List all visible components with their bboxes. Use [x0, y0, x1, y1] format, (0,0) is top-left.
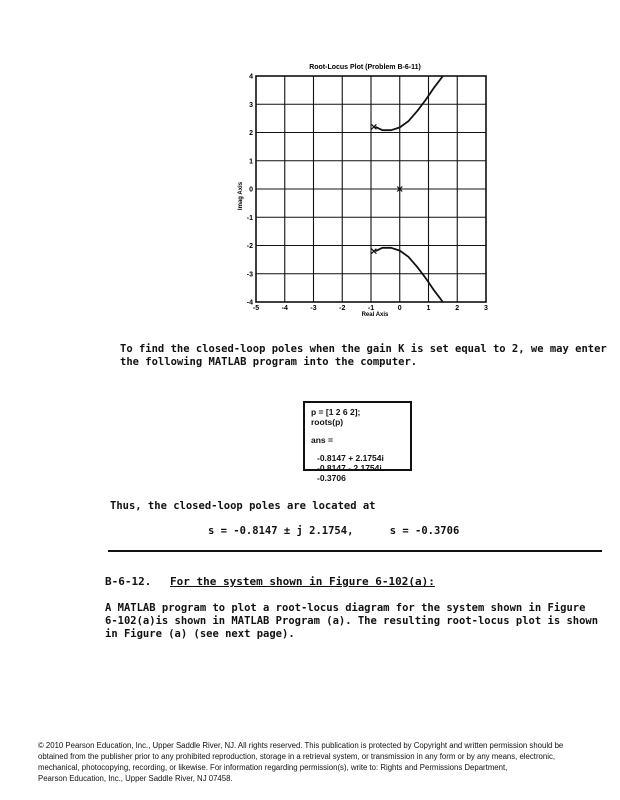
- y-tick-label: 2: [249, 130, 253, 137]
- code-line: -0.3706: [317, 473, 346, 483]
- y-tick-label: 4: [249, 73, 253, 81]
- y-tick-label: -4: [246, 299, 253, 307]
- x-tick-label: 2: [455, 305, 460, 312]
- plot-ticks: [247, 74, 488, 313]
- y-tick-label: 1: [249, 158, 253, 166]
- x-tick-label: -3: [310, 305, 317, 312]
- copyright-line: mechanical, photocopying, recording, or likewise. For information regarding permission(s), write to: Rights and Permissions Department,: [38, 763, 508, 772]
- root-locus-plot: [230, 58, 500, 323]
- intro-line: To find the closed-loop poles when the gain K is set equal to 2, we may enter: [120, 343, 607, 355]
- code-line: roots(p): [311, 417, 344, 427]
- problem-description: [105, 602, 598, 641]
- problem-number: B-6-12.: [105, 575, 152, 588]
- desc-line: 6-102(a)is shown in MATLAB Program (a). The resulting root-locus plot is shown: [105, 615, 599, 627]
- copyright-line: Pearson Education, Inc., Upper Saddle River, NJ 07458.: [38, 774, 233, 783]
- code-line: -0.8147 - 2.1754i: [317, 463, 382, 473]
- equation-real-pole: s = -0.3706: [389, 525, 460, 537]
- copyright-line: © 2010 Pearson Education, Inc., Upper Saddle River, NJ. All rights reserved. This publication is protected by Copyright and written permission should be: [38, 741, 564, 750]
- copyright-notice: [38, 740, 598, 784]
- plot-title: Root-Locus Plot (Problem B-6-11): [309, 64, 421, 71]
- x-tick-label: -5: [252, 305, 260, 312]
- matlab-code-box: [303, 401, 412, 483]
- equation-complex-poles: s = -0.8147 ± j 2.1754,: [208, 525, 354, 537]
- x-tick-label: 1: [426, 305, 431, 312]
- x-axis-label: Real Axis: [361, 312, 389, 318]
- code-spacer: [311, 427, 404, 435]
- x-tick-label: -2: [339, 305, 346, 312]
- desc-line: A MATLAB program to plot a root-locus diagram for the system shown in Figure: [105, 602, 586, 614]
- thus-line: Thus, the closed-loop poles are located at: [110, 500, 376, 512]
- x-tick-label: -1: [367, 305, 375, 312]
- code-line: ans =: [311, 435, 333, 445]
- y-tick-label: -1: [246, 214, 253, 222]
- problem-title: For the system shown in Figure 6-102(a):: [170, 575, 435, 588]
- code-line: p = [1 2 6 2];: [311, 407, 361, 417]
- locus-branch: [375, 248, 443, 302]
- locus-branch: [375, 76, 443, 130]
- plot-grid: [256, 76, 486, 302]
- x-tick-label: -4: [281, 305, 288, 312]
- code-line: -0.8147 + 2.1754i: [317, 453, 384, 463]
- y-tick-label: -2: [246, 243, 253, 250]
- y-tick-label: -3: [246, 271, 253, 279]
- copyright-line: obtained from the publisher prior to any prohibited reproduction, storage in a retrieval system, or transmission in any form or by any means, electronic,: [38, 752, 556, 761]
- code-spacer: [311, 445, 404, 453]
- intro-paragraph: [120, 343, 607, 369]
- pole-equations: [208, 525, 459, 537]
- y-tick-label: 0: [249, 186, 253, 194]
- intro-line: the following MATLAB program into the computer.: [120, 356, 418, 368]
- x-tick-label: 0: [397, 305, 402, 312]
- desc-line: in Figure (a) (see next page).: [105, 628, 295, 640]
- y-tick-label: 3: [249, 101, 253, 109]
- x-tick-label: 3: [484, 305, 488, 312]
- y-axis-label: Imag Axis: [238, 181, 244, 211]
- horizontal-divider: [108, 550, 602, 552]
